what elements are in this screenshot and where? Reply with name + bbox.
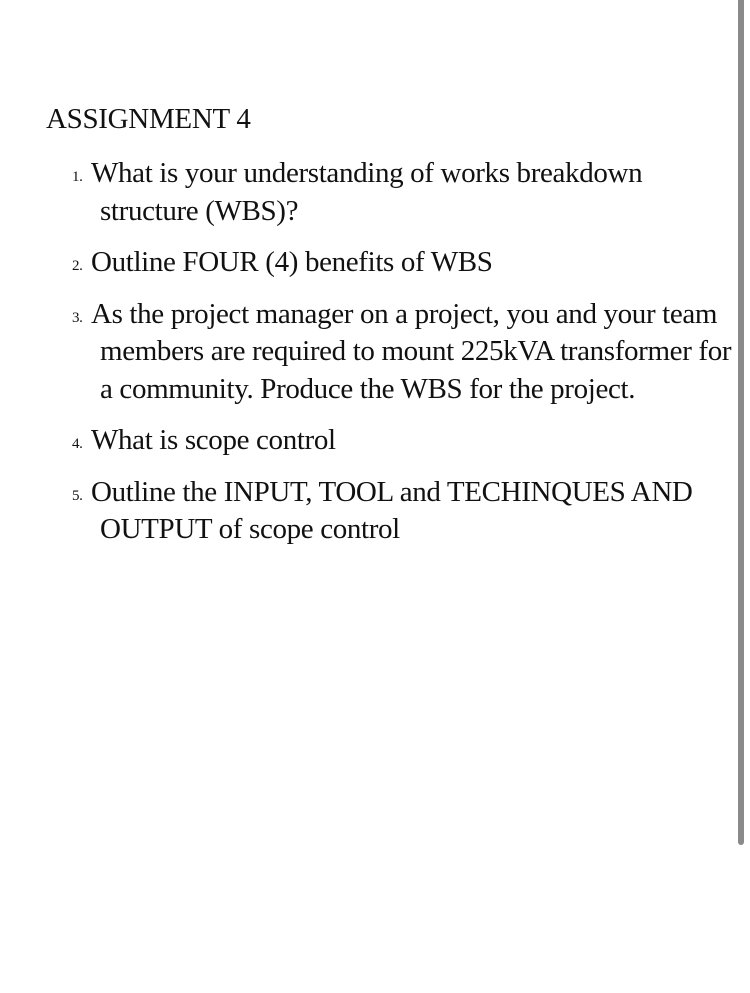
question-number: 2.	[72, 258, 83, 274]
question-item	[72, 474, 732, 549]
assignment-title: ASSIGNMENT 4	[46, 103, 251, 135]
question-text: What is scope control	[91, 424, 336, 456]
question-number: 5.	[72, 487, 83, 504]
question-item	[72, 296, 732, 409]
question-text: Outline the INPUT, TOOL and TECHINQUES AND OUTPUT of scope control	[91, 475, 693, 545]
question-number: 3.	[72, 309, 83, 326]
question-text: What is your understanding of works breakdown structure (WBS)?	[91, 157, 643, 227]
vertical-scrollbar[interactable]	[738, 0, 744, 845]
question-item	[72, 422, 732, 460]
question-text: As the project manager on a project, you and your team members are required to mount 225kVA transformer for a community. Produce the WBS for the project.	[91, 297, 732, 405]
question-text: Outline FOUR (4) benefits of WBS	[91, 246, 493, 278]
question-list	[72, 155, 732, 563]
question-item	[72, 244, 732, 282]
question-number: 4.	[72, 436, 83, 452]
question-item	[72, 155, 732, 230]
question-number: 1.	[72, 169, 83, 185]
